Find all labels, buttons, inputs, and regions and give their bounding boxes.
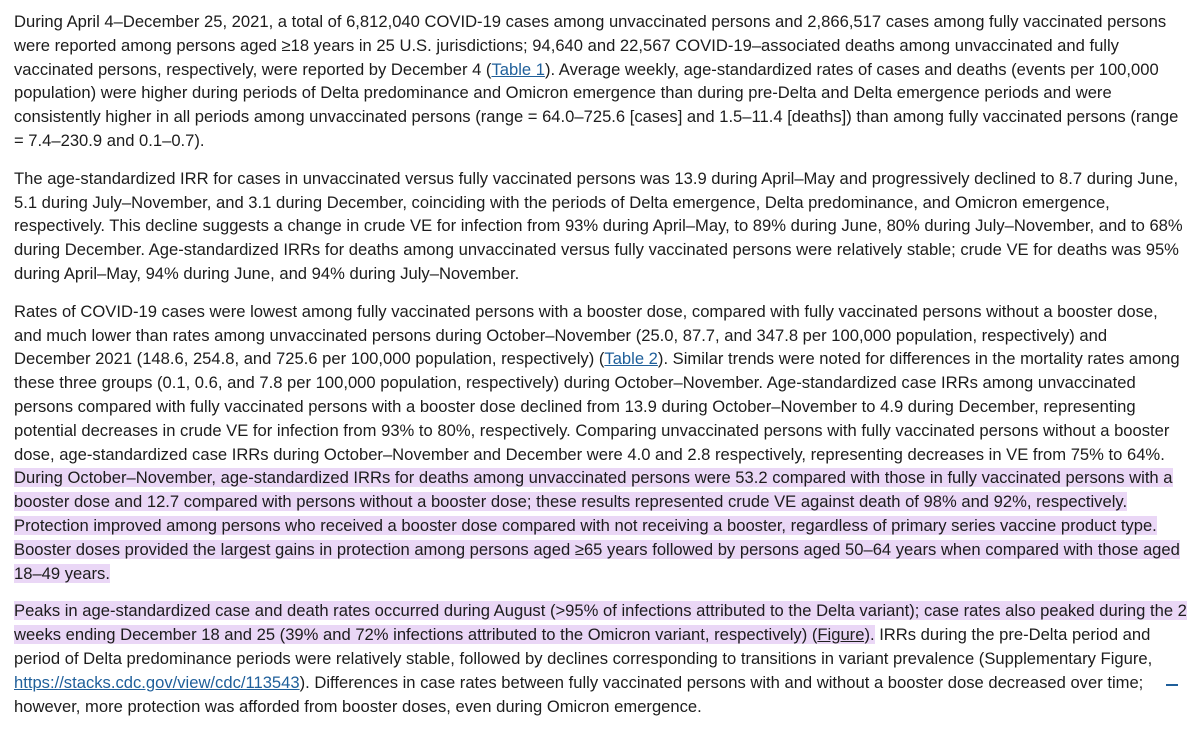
paragraph-irr-cases	[14, 167, 1188, 286]
paragraph-text: Rates of COVID-19 cases were lowest among fully vaccinated persons with a booster dose, compared with fully vaccinated persons without a booster dose, and much lower than rates among unvaccinated persons during October–November (25.0, 87.7, and 347.8 per 100,000 population, respectively) and December 2021 (148.6, 254.8, and 725.6 per 100,000 population, respectively) (	[14, 301, 1158, 369]
figure-link[interactable]: Figure	[817, 625, 865, 645]
supplementary-figure-link[interactable]: https://stacks.cdc.gov/view/cdc/113543	[14, 672, 300, 692]
paragraph-text: ). Differences in case rates between fully vaccinated persons with and without a booster dose decreased over time; however, more protection was afforded from booster doses, even during Omicron emergence.	[14, 672, 1144, 716]
paragraph-booster-rates	[14, 300, 1188, 586]
paragraph-text: The age-standardized IRR for cases in unvaccinated versus fully vaccinated persons was 13.9 during April–May and progressively declined to 8.7 during June, 5.1 during July–November, and 3.1 during December, coinciding with the periods of Delta emergence, Delta predominance, and Omicron emergence, respectively. This decline suggests a change in crude VE for infection from 93% during April–May, to 89% during June, 80% during July–November, and to 68% during December. Age-standardized IRRs for deaths among unvaccinated versus fully vaccinated persons were relatively stable; crude VE for deaths was 95% during April–May, 94% during June, and 94% during July–November.	[14, 168, 1183, 283]
highlighted-text: ).	[864, 625, 875, 645]
table-2-link[interactable]: Table 2	[604, 349, 658, 369]
cut-off-link-glyph	[1166, 684, 1178, 686]
highlighted-text: Peaks in age-standardized case and death rates occurred during August (>95% of infections attributed to the Delta variant); case rates also peaked during the 2 weeks ending December 18 and 25 (39% and 72% infections attributed to the Omicron variant, respectively) (	[14, 601, 1187, 645]
paragraph-text: IRRs during the pre-Delta period and period of Delta predominance periods were relatively stable, followed by declines corresponding to transitions in variant prevalence (Supplementary Figure,	[14, 625, 1153, 668]
paragraph-text: During April 4–December 25, 2021, a total of 6,812,040 COVID-19 cases among unvaccinated persons and 2,866,517 cases among fully vaccinated persons were reported among persons aged ≥18 years in 25 U.S. jurisdictions; 94,640 and 22,567 COVID-19–associated deaths among unvaccinated and fully vaccinated persons, respectively, were reported by December 4 (	[14, 12, 1167, 79]
paragraph-text: ). Similar trends were noted for differences in the mortality rates among these three groups (0.1, 0.6, and 7.8 per 100,000 population, respectively) during October–November. Age-standardized case IRRs among unvaccinated persons compared with fully vaccinated persons with a booster dose declined from 13.9 during October–November to 4.9 during December, representing potential decreases in crude VE for infection from 93% to 80%, respectively. Comparing unvaccinated persons with fully vaccinated persons without a booster dose, age-standardized case IRRs during October–November and December were 4.0 and 2.8 respectively, representing decreases in VE from 75% to 64%.	[14, 349, 1180, 464]
table-1-link[interactable]: Table 1	[491, 59, 545, 79]
paragraph-peaks	[14, 599, 1188, 718]
highlighted-link-wrapper	[817, 625, 864, 644]
article-body	[14, 10, 1188, 732]
highlighted-text: During October–November, age-standardized IRRs for deaths among unvaccinated persons were 53.2 compared with those in fully vaccinated persons with a booster dose and 12.7 compared with persons without a booster dose; these results represented crude VE against death of 98% and 92%, respectively. Protection improved among persons who received a booster dose compared with not receiving a booster, regardless of primary series vaccine product type. Booster doses provided the largest gains in protection among persons aged ≥65 years followed by persons aged 50–64 years when compared with those aged 18–49 years.	[14, 468, 1180, 583]
paragraph-case-counts	[14, 10, 1188, 153]
paragraph-text: ). Average weekly, age-standardized rates of cases and deaths (events per 100,000 population) were higher during periods of Delta predominance and Omicron emergence than during pre-Delta and Delta emergence periods and were consistently higher in all periods among unvaccinated persons (range = 64.0–725.6 [cases] and 1.5–11.4 [deaths]) than among fully vaccinated persons (range = 7.4–230.9 and 0.1–0.7).	[14, 59, 1179, 150]
